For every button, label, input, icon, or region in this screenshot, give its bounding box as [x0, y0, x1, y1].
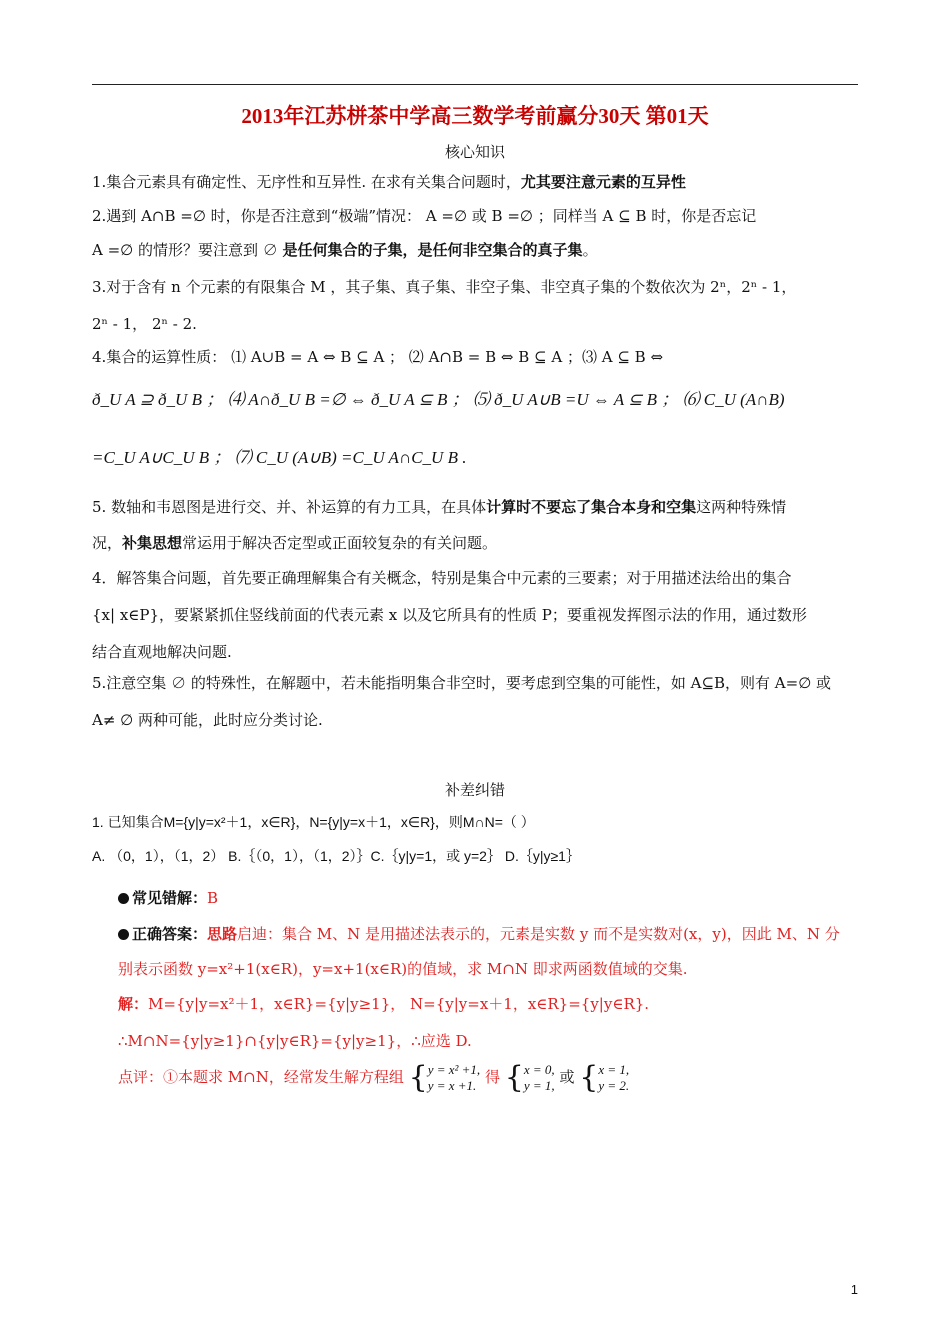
hint-line2: 别表示函数 y=x²+1(x∈R)，y=x+1(x∈R)的值域，求 M∩N 即求两函数值域的交集. — [118, 960, 688, 978]
p4-line2: ð_U A ⊇ ð_U B ； ⑷ A∩ð_U B =∅ ⇔ ð_U A ⊆ B ； ⑸ ð_U A∪B =U ⇔ A ⊆ B ； ⑹ C_U (A∩B) — [92, 390, 785, 409]
hint-line1: 启迪：集合 M、N 是用描述法表示的，元素是实数 y 而不是实数对(x，y)，因此 M、N 分 — [237, 925, 840, 943]
p5-bold-a: 计算时不要忘了集合本身和空集 — [486, 498, 697, 516]
paragraph-7-line1 — [92, 673, 862, 693]
paragraph-2-line1 — [92, 206, 862, 226]
sys1-line2: y = x +1. — [427, 1078, 477, 1093]
conclusion-line — [118, 1030, 472, 1051]
p5-text-c: 这两种特殊情 — [696, 498, 787, 516]
paragraph-3-line2 — [92, 314, 862, 334]
p7-line2: A≠ ∅ 两种可能，此时应分类讨论. — [92, 711, 323, 729]
paragraph-4-line1 — [92, 347, 862, 367]
paragraph-5-line2 — [92, 533, 862, 553]
equation-system-2 — [524, 1062, 555, 1094]
sys1-line1: y = x² +1, — [427, 1062, 481, 1077]
p6-line1: 4．解答集合问题，首先要正确理解集合有关概念，特别是集合中元素的三要素；对于用描述法给出的集合 — [92, 569, 792, 587]
comment-line — [118, 1062, 629, 1094]
p5-bold-b: 补集思想 — [122, 534, 183, 552]
section-heading-correction: 补差纠错 — [444, 781, 505, 799]
correct-answer-label: 正确答案： — [132, 925, 208, 943]
paragraph-1 — [92, 172, 862, 192]
equation-system-1 — [428, 1062, 480, 1094]
de-text: 得 — [484, 1068, 500, 1086]
brace: { — [579, 1060, 599, 1095]
paragraph-2-line2 — [92, 240, 862, 260]
header-rule — [92, 84, 858, 85]
sys3-line1: x = 1, — [598, 1062, 630, 1077]
hint-label: 思路 — [207, 925, 238, 943]
sys2-line1: x = 0, — [523, 1062, 555, 1077]
paragraph-6-line1 — [92, 568, 862, 588]
huo-text: 或 — [559, 1068, 575, 1086]
paragraph-5-line1 — [92, 497, 862, 517]
p5-text-f: 常运用于解决否定型或正面较复杂的有关问题。 — [182, 534, 498, 552]
solution-line — [118, 993, 649, 1014]
p6-line2: {x| x∈P}，要紧紧抓住竖线前面的代表元素 x 以及它所具有的性质 P；要重视发挥图示法的作用，通过数形 — [92, 606, 807, 624]
p7-line1: 5.注意空集 ∅ 的特殊性，在解题中，若未能指明集合非空时，要考虑到空集的可能性，如 A⊆B，则有 A=∅ 或 — [92, 674, 832, 692]
p2-line2: A =∅ 的情形？要注意到 ∅ — [92, 241, 283, 259]
p2-bold: 是任何集合的子集，是任何非空集合的真子集 — [282, 241, 583, 259]
paragraph-3-line1 — [92, 277, 862, 297]
document-title: 2013年江苏栟茶中学高三数学考前赢分30天 第01天 — [241, 104, 709, 128]
p6-line3: 结合直观地解决问题. — [92, 643, 232, 661]
p2-line1: 2.遇到 A∩B =∅ 时，你是否注意到“极端”情况： A =∅ 或 B =∅ ；同样当 A ⊆ B 时，你是否忘记 — [92, 207, 757, 225]
brace: { — [408, 1060, 428, 1095]
bullet-icon — [118, 893, 129, 904]
paragraph-6-line3 — [92, 642, 862, 662]
common-error-label: 常见错解： — [132, 889, 208, 907]
common-error-value: B — [207, 889, 219, 907]
question-1 — [92, 812, 862, 832]
bullet-icon — [118, 929, 129, 940]
question-1-options — [92, 846, 862, 866]
comment-text: 点评：①本题求 M∩N，经常发生解方程组 — [118, 1068, 404, 1086]
solution-text: M={y|y=x²＋1，x∈R}={y|y≥1}， N={y|y=x＋1，x∈R}={y|y∈R}. — [148, 995, 650, 1013]
page-number: 1 — [850, 1282, 858, 1297]
paragraph-4-line3 — [92, 448, 862, 468]
p3-line2: 2ⁿ - 1， 2ⁿ - 2. — [92, 315, 197, 333]
correct-answer-line1 — [118, 923, 840, 944]
p1-bold: 尤其要注意元素的互异性 — [520, 173, 686, 191]
p3-line1: 3.对于含有 n 个元素的有限集合 M ，其子集、真子集、非空子集、非空真子集的个数依次为 2ⁿ，2ⁿ - 1， — [92, 278, 797, 296]
p5-text-d: 况， — [92, 534, 123, 552]
conclusion-text: ∴M∩N={y|y≥1}∩{y|y∈R}={y|y≥1}，∴应选 D. — [118, 1032, 472, 1050]
p4-line3: =C_U A∪C_U B ； ⑺ C_U (A∪B) =C_U A∩C_U B . — [92, 448, 467, 467]
sys2-line2: y = 1, — [523, 1078, 555, 1093]
p1-text: 1.集合元素具有确定性、无序性和互异性. 在求有关集合问题时， — [92, 173, 521, 191]
paragraph-4-line2 — [92, 390, 862, 410]
section-heading-core: 核心知识 — [444, 143, 505, 161]
solution-label: 解： — [118, 995, 149, 1013]
p2-end: 。 — [582, 241, 598, 259]
p4-line1: 4.集合的运算性质： ⑴ A∪B = A ⇔ B ⊆ A ； ⑵ A∩B = B ⇔ B ⊆ A ；⑶ A ⊆ B ⇔ — [92, 348, 664, 366]
paragraph-6-line2 — [92, 605, 862, 625]
p5-text-a: 5. 数轴和韦恩图是进行交、并、补运算的有力工具，在具体 — [92, 498, 487, 516]
brace: { — [504, 1060, 524, 1095]
question-1-options-text: A. （0，1），（1，2） B.｛（0，1），（1，2）｝C.｛y|y=1，或 y=2｝ D.｛y|y≥1｝ — [92, 848, 580, 864]
sys3-line2: y = 2. — [598, 1078, 630, 1093]
correct-answer-line2 — [118, 958, 688, 979]
question-1-text: 1. 已知集合M={y|y=x²＋1，x∈R}，N={y|y=x＋1，x∈R}，则M∩N=（ ） — [92, 814, 535, 830]
common-error-line — [118, 887, 218, 908]
paragraph-7-line2 — [92, 710, 862, 730]
equation-system-3 — [598, 1062, 629, 1094]
